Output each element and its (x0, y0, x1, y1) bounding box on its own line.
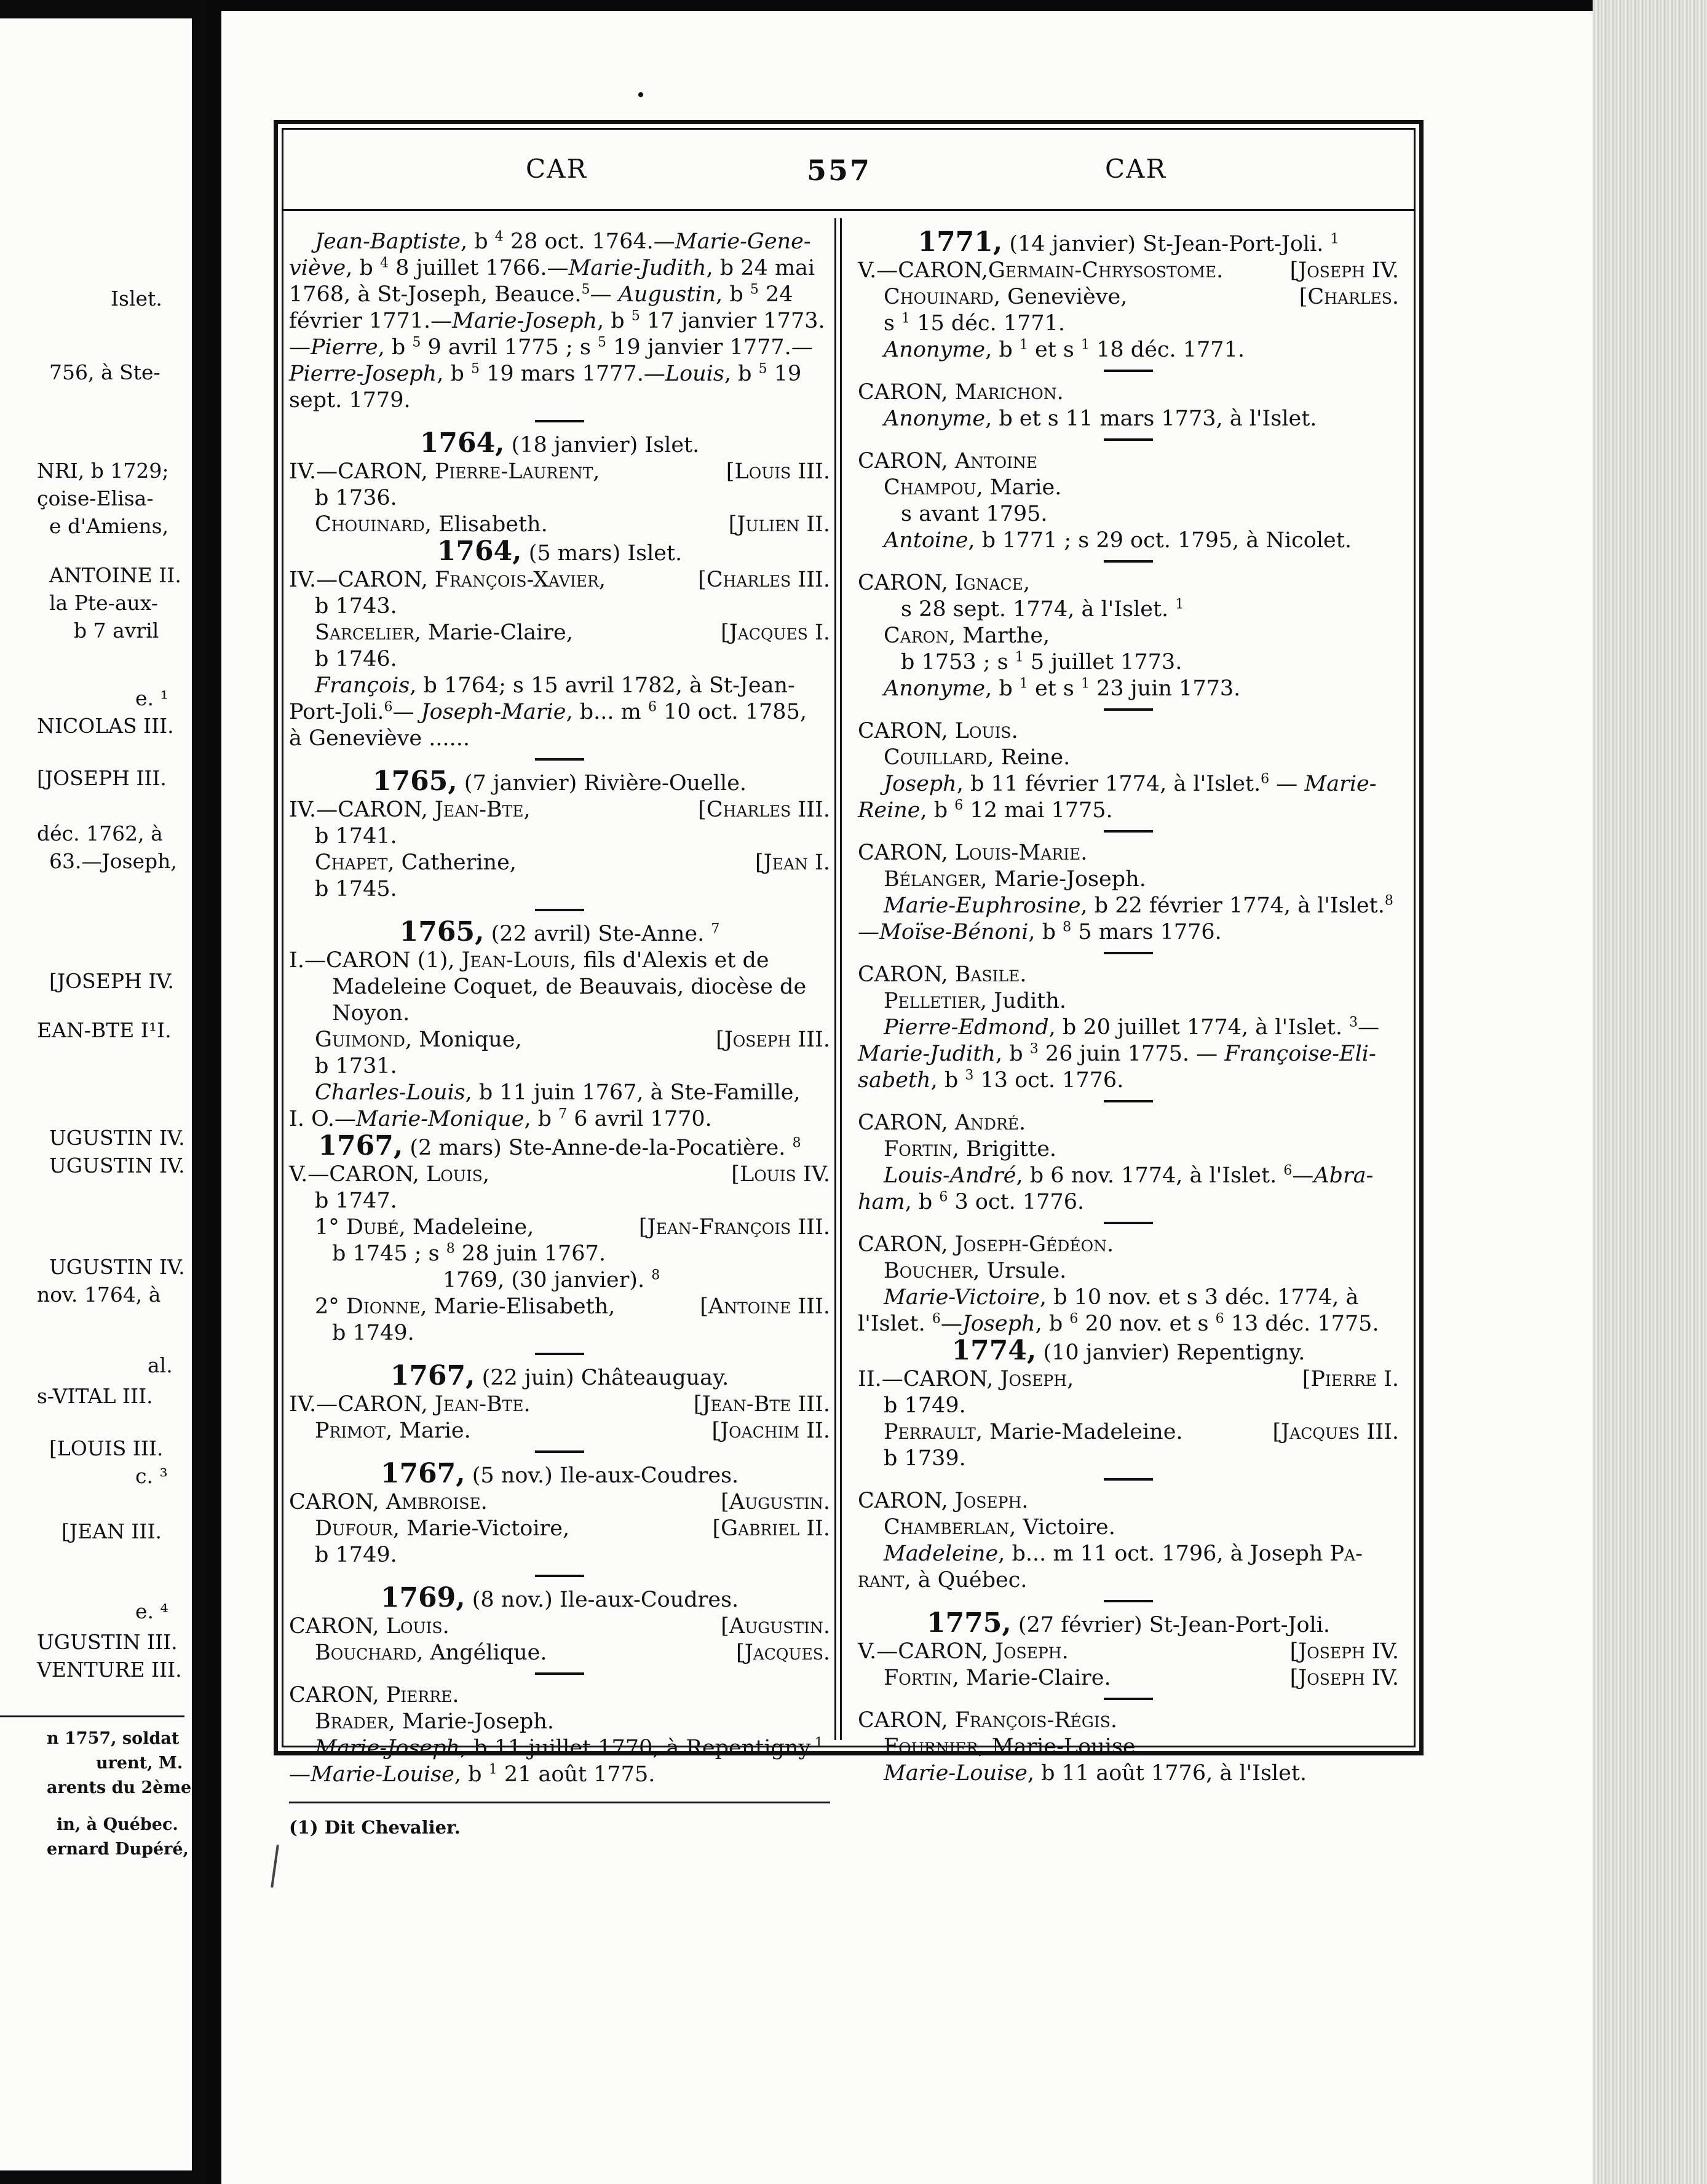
text-line: viève, b $^4$ 8 juillet 1766.—Marie-Judith, b 24 mai (289, 255, 815, 280)
entry-heading: 1775, (27 février) St-Jean-Port-Joli. (926, 1607, 1331, 1639)
prev-page-line: 756, à Ste- (49, 360, 160, 384)
text-line: CARON, Antoine (858, 449, 1038, 473)
prev-page-line: b 7 avril (74, 619, 159, 643)
text-line: Primot, Marie. [Joachim II. (315, 1418, 830, 1443)
section-separator (1104, 560, 1153, 563)
previous-page-fragment (0, 18, 192, 2170)
section-separator (1104, 830, 1153, 833)
text-line: CARON, Pierre. (289, 1683, 459, 1707)
text-line: 2° Dionne, Marie-Elisabeth, [Antoine III. (315, 1294, 830, 1319)
entry-heading: 1767, (22 juin) Châteauguay. (390, 1360, 729, 1391)
prev-page-line: nov. 1764, à (37, 1283, 161, 1307)
text-line: Anonyme, b $^1$ et s $^1$ 23 juin 1773. (884, 676, 1241, 701)
text-line: Reine, b $^6$ 12 mai 1775. (858, 797, 1113, 823)
section-separator (535, 1353, 584, 1355)
text-line: Pelletier, Judith. (884, 989, 1067, 1013)
text-line: b 1731. (315, 1054, 397, 1078)
footnote: (1) Dit Chevalier. (289, 1817, 461, 1838)
text-line: Dufour, Marie-Victoire, [Gabriel II. (315, 1516, 830, 1541)
ink-dot (638, 92, 643, 97)
text-line: sabeth, b $^3$ 13 oct. 1776. (858, 1067, 1124, 1093)
section-separator (1104, 1600, 1153, 1602)
text-line: b 1739. (884, 1446, 966, 1471)
section-separator (535, 420, 584, 422)
text-line: b 1743. (315, 594, 397, 619)
text-line: CARON, Louis. [Augustin. (289, 1614, 830, 1639)
text-line: Anonyme, b et s 11 mars 1773, à l'Islet. (884, 406, 1317, 431)
section-separator (535, 1575, 584, 1577)
prev-page-line: UGUSTIN IV. (49, 1153, 185, 1177)
prev-page-line: UGUSTIN III. (37, 1630, 178, 1654)
text-line: Madeleine, b... m 11 oct. 1796, à Joseph Pa- (884, 1541, 1363, 1566)
section-separator (1104, 1222, 1153, 1224)
text-line: Marie-Louise, b 11 août 1776, à l'Islet. (884, 1761, 1307, 1786)
entry-heading: 1765, (7 janvier) Rivière-Ouelle. (372, 766, 747, 797)
prev-page-line: 63.—Joseph, (49, 849, 177, 873)
prev-page-line: [JEAN III. (61, 1519, 162, 1543)
text-line: à Geneviève ...... (289, 726, 470, 751)
text-line: CARON, Ambroise. [Augustin. (289, 1490, 830, 1514)
text-line: l'Islet. $^6$—Joseph, b $^6$ 20 nov. et s $^6$ 13 déc. 1775. (858, 1311, 1379, 1336)
text-line: Champou, Marie. (884, 475, 1062, 500)
text-line: Charles-Louis, b 11 juin 1767, à Ste-Famille, (315, 1080, 801, 1105)
prev-page-footnote-line: arents du 2ème (47, 1778, 192, 1797)
prev-page-line: [JOSEPH III. (37, 766, 167, 790)
header-rule (282, 209, 1416, 211)
prev-page-line: [LOUIS III. (49, 1436, 164, 1460)
section-separator (1104, 952, 1153, 954)
text-line: Sarcelier, Marie-Claire, [Jacques I. (315, 620, 830, 645)
section-separator (1104, 1478, 1153, 1481)
prev-page-line: la Pte-aux- (49, 591, 158, 615)
section-separator (535, 758, 584, 761)
text-line: 1° Dubé, Madeleine, [Jean-François III. (315, 1215, 830, 1240)
entry-heading: 1764, (18 janvier) Islet. (419, 427, 700, 459)
text-line: Marie-Judith, b $^3$ 26 juin 1775. — Françoise-Eli- (858, 1041, 1376, 1066)
text-line: Chamberlan, Victoire. (884, 1515, 1115, 1540)
right-column (858, 226, 1399, 1787)
text-line: II.—CARON, Joseph, [Pierre I. (858, 1367, 1399, 1391)
text-line: I.—CARON (1), Jean-Louis, fils d'Alexis et de (289, 948, 769, 973)
text-line: Guimond, Monique, [Joseph III. (315, 1027, 830, 1052)
text-line: —Pierre, b $^5$ 9 avril 1775 ; s $^5$ 19 janvier 1777.— (289, 334, 813, 360)
entry-heading: 1771, (14 janvier) St-Jean-Port-Joli. $^1$ (917, 226, 1339, 258)
entry-heading: 1767, (5 nov.) Ile-aux-Coudres. (380, 1458, 739, 1489)
text-line: Antoine, b 1771 ; s 29 oct. 1795, à Nicolet. (884, 528, 1352, 553)
prev-page-line: VENTURE III. (37, 1658, 182, 1682)
text-line: Caron, Marthe, (884, 623, 1050, 648)
text-line: Fortin, Brigitte. (884, 1137, 1057, 1161)
prev-page-line: s-VITAL III. (37, 1384, 153, 1408)
text-line: Marie-Victoire, b 10 nov. et s 3 déc. 1774, à (884, 1285, 1359, 1310)
text-line: rant, à Québec. (858, 1568, 1028, 1593)
text-line: Chouinard, Elisabeth. [Julien II. (315, 512, 830, 537)
text-line: CARON, André. (858, 1110, 1026, 1135)
prev-page-line: UGUSTIN IV. (49, 1126, 185, 1150)
text-line: Perrault, Marie-Madeleine. [Jacques III. (884, 1420, 1399, 1444)
text-line: CARON, Louis. (858, 719, 1018, 743)
page-number: 557 (807, 154, 872, 187)
text-line: b 1753 ; s $^1$ 5 juillet 1773. (901, 649, 1182, 675)
text-line: IV.—CARON, François-Xavier, [Charles III. (289, 568, 830, 592)
section-separator (1104, 370, 1153, 372)
entry-heading: 1767, (2 mars) Ste-Anne-de-la-Pocatière. $^8$ (318, 1130, 801, 1161)
text-line: 1768, à St-Joseph, Beauce.$^5$— Augustin, b $^5$ 24 (289, 282, 793, 307)
text-line: Marie-Joseph, b 11 juillet 1770, à Repentigny.$^1$ (315, 1735, 823, 1760)
text-line: CARON, François-Régis. (858, 1708, 1117, 1733)
text-line: IV.—CARON, Jean-Bte. [Jean-Bte III. (289, 1392, 830, 1417)
text-line: b 1746. (315, 647, 397, 671)
entry-heading: 1774, (10 janvier) Repentigny. (951, 1335, 1305, 1366)
text-line: b 1749. (315, 1543, 397, 1567)
text-line: CARON, Ignace, (858, 571, 1030, 595)
text-line: I. O.—Marie-Monique, b $^7$ 6 avril 1770. (289, 1106, 712, 1131)
running-head-right: CAR (1105, 154, 1167, 184)
text-line: Louis-André, b 6 nov. 1774, à l'Islet. $^6$—Abra- (884, 1163, 1374, 1188)
text-line: s 28 sept. 1774, à l'Islet. $^1$ (901, 596, 1184, 622)
prev-page-footnote-line: ernard Dupéré, (47, 1840, 189, 1859)
text-line: IV.—CARON, Pierre-Laurent, [Louis III. (289, 459, 830, 484)
prev-page-line: NICOLAS III. (37, 714, 174, 738)
section-separator (535, 1672, 584, 1675)
prev-page-line: UGUSTIN IV. (49, 1255, 185, 1279)
text-line: Bouchard, Angélique. [Jacques. (315, 1640, 830, 1665)
text-line: b 1749. (884, 1393, 966, 1418)
text-line: —Marie-Louise, b $^1$ 21 août 1775. (289, 1762, 655, 1787)
text-line: Jean-Baptiste, b $^4$ 28 oct. 1764.—Marie-Gene- (315, 229, 811, 254)
section-separator (535, 909, 584, 911)
prev-page-footnote-line: n 1757, soldat (47, 1729, 180, 1748)
text-line: Pierre-Joseph, b $^5$ 19 mars 1777.—Louis, b $^5$ 19 (289, 361, 802, 386)
prev-page-footnote-line: urent, M. (96, 1754, 183, 1773)
text-line: b 1741. (315, 824, 397, 849)
column-divider (840, 218, 842, 1740)
text-line: CARON, Marichon. (858, 380, 1064, 405)
prev-page-footnote-rule (0, 1715, 184, 1717)
section-separator (1104, 438, 1153, 441)
text-line: CARON, Joseph-Gédéon. (858, 1232, 1114, 1257)
section-separator (535, 1450, 584, 1453)
text-line: Chouinard, Geneviève, [Charles. (884, 285, 1399, 309)
entry-heading: 1765, (22 avril) Ste-Anne. $^7$ (399, 916, 720, 948)
text-line: sept. 1779. (289, 388, 411, 413)
text-line: Anonyme, b $^1$ et s $^1$ 18 déc. 1771. (884, 337, 1245, 362)
prev-page-line: NRI, b 1729; (37, 459, 169, 483)
text-line: s $^1$ 15 déc. 1771. (884, 311, 1066, 336)
text-line: 1769, (30 janvier). $^8$ (443, 1267, 660, 1292)
prev-page-footnote-line: in, à Québec. (57, 1815, 178, 1834)
left-column (289, 229, 830, 1841)
text-line: b 1745 ; s $^8$ 28 juin 1767. (332, 1241, 606, 1266)
text-line: V.—CARON, Joseph. [Joseph IV. (858, 1639, 1399, 1664)
page-edges (1593, 0, 1707, 2184)
text-line: —Moïse-Bénoni, b $^8$ 5 mars 1776. (858, 919, 1222, 944)
prev-page-line: e. ⁴ (135, 1599, 168, 1623)
text-line: CARON, Louis-Marie. (858, 841, 1088, 865)
prev-page-line: e. ¹ (135, 686, 168, 710)
prev-page-line: e d'Amiens, (49, 514, 169, 538)
text-line: Bélanger, Marie-Joseph. (884, 867, 1146, 892)
prev-page-line: [JOSEPH IV. (49, 969, 174, 993)
text-line: Port-Joli.$^6$— Joseph-Marie, b... m $^6$ 10 oct. 1785, (289, 699, 807, 724)
prev-page-line: ANTOINE II. (49, 563, 181, 587)
prev-page-line: çoise-Elisa- (37, 486, 154, 510)
text-line: ham, b $^6$ 3 oct. 1776. (858, 1189, 1085, 1214)
text-line: Pierre-Edmond, b 20 juillet 1774, à l'Islet. $^3$— (884, 1015, 1380, 1040)
text-line: V.—CARON,Germain-Chrysostome. [Joseph IV. (858, 258, 1399, 283)
text-line: François, b 1764; s 15 avril 1782, à St-Jean- (315, 673, 795, 698)
footnote-rule (289, 1802, 830, 1803)
text-line: b 1749. (332, 1321, 414, 1345)
text-line: Noyon. (332, 1001, 410, 1026)
text-line: Fortin, Marie-Claire. [Joseph IV. (884, 1666, 1399, 1690)
text-line: Brader, Marie-Joseph. (315, 1709, 554, 1734)
text-line: s avant 1795. (901, 502, 1048, 526)
column-divider (834, 218, 836, 1740)
text-line: Chapet, Catherine, [Jean I. (315, 850, 830, 875)
text-line: février 1771.—Marie-Joseph, b $^5$ 17 janvier 1773. (289, 308, 825, 333)
text-line: b 1745. (315, 877, 397, 901)
text-line: Fournier, Marie-Louise. (884, 1735, 1143, 1759)
text-line: Boucher, Ursule. (884, 1259, 1067, 1283)
running-head-left: CAR (526, 154, 588, 184)
section-separator (1104, 708, 1153, 711)
text-line: Couillard, Reine. (884, 745, 1071, 770)
prev-page-line: déc. 1762, à (37, 821, 163, 845)
section-separator (1104, 1100, 1153, 1102)
text-line: b 1736. (315, 486, 397, 510)
entry-heading: 1769, (8 nov.) Ile-aux-Coudres. (380, 1582, 739, 1613)
text-line: b 1747. (315, 1189, 397, 1213)
prev-page-line: Islet. (111, 287, 162, 311)
text-line: Marie-Euphrosine, b 22 février 1774, à l'Islet.$^8$ (884, 893, 1393, 918)
text-line: Madeleine Coquet, de Beauvais, diocèse de (332, 975, 807, 999)
prev-page-line: EAN-BTE I¹I. (37, 1018, 172, 1042)
text-line: CARON, Joseph. (858, 1489, 1029, 1513)
text-line: CARON, Basile. (858, 962, 1027, 987)
prev-page-line: al. (148, 1353, 173, 1377)
prev-page-line: c. ³ (135, 1464, 168, 1488)
section-separator (1104, 1698, 1153, 1700)
text-line: Joseph, b 11 février 1774, à l'Islet.$^6$ — Marie- (884, 771, 1377, 796)
text-line: V.—CARON, Louis, [Louis IV. (289, 1162, 830, 1187)
entry-heading: 1764, (5 mars) Islet. (437, 536, 683, 567)
text-line: IV.—CARON, Jean-Bte, [Charles III. (289, 797, 830, 822)
